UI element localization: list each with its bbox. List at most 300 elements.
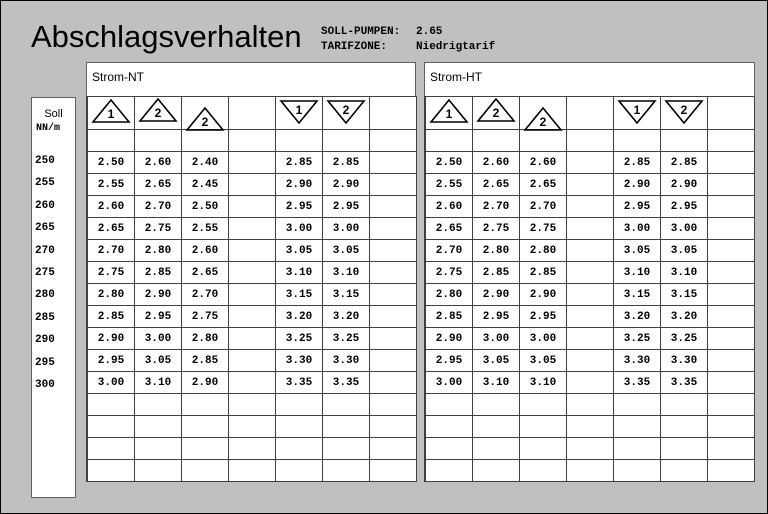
- empty-cell: [708, 350, 755, 372]
- empty-cell: [229, 328, 276, 350]
- empty-cell: [567, 152, 614, 174]
- soll-pumpen-value: 2.65: [416, 26, 443, 38]
- empty-cell: [370, 284, 417, 306]
- value-cell: 2.90: [520, 284, 567, 306]
- value-cell: 2.95: [276, 196, 323, 218]
- value-cell: 2.90: [473, 284, 520, 306]
- value-cell: 2.95: [614, 196, 661, 218]
- value-cell: 2.80: [426, 284, 473, 306]
- soll-value: 295: [35, 356, 55, 369]
- empty-cell: [567, 262, 614, 284]
- empty-cell: [135, 438, 182, 460]
- empty-cell: [370, 240, 417, 262]
- table-row: [88, 262, 417, 284]
- empty-cell: [708, 262, 755, 284]
- value-cell: 2.85: [276, 152, 323, 174]
- empty-cell: [567, 306, 614, 328]
- empty-cell: [520, 416, 567, 438]
- table-row: [426, 218, 755, 240]
- empty-cell: [135, 416, 182, 438]
- empty-cell: [323, 394, 370, 416]
- value-cell: 2.95: [661, 196, 708, 218]
- value-cell: 3.00: [661, 218, 708, 240]
- value-cell: 2.70: [473, 196, 520, 218]
- value-cell: 2.90: [661, 174, 708, 196]
- empty-cell: [661, 394, 708, 416]
- value-cell: 3.35: [276, 372, 323, 394]
- empty-cell: [708, 196, 755, 218]
- value-cell: 3.15: [661, 284, 708, 306]
- empty-cell: [370, 174, 417, 196]
- value-cell: 2.65: [182, 262, 229, 284]
- svg-text:1: 1: [633, 103, 641, 117]
- empty-cell: [567, 284, 614, 306]
- empty-cell: [708, 284, 755, 306]
- empty-cell: [708, 306, 755, 328]
- value-cell: 2.85: [473, 262, 520, 284]
- empty-cell: [370, 328, 417, 350]
- value-cell: 2.80: [520, 240, 567, 262]
- empty-cell: [229, 262, 276, 284]
- empty-cell: [370, 196, 417, 218]
- table-row: [426, 372, 755, 394]
- empty-cell: [614, 394, 661, 416]
- value-cell: 2.90: [426, 328, 473, 350]
- svg-text:1: 1: [107, 107, 115, 121]
- empty-cell: [276, 416, 323, 438]
- empty-cell: [708, 394, 755, 416]
- empty-cell: [135, 460, 182, 482]
- value-table: [87, 96, 417, 482]
- up-triangle-2-icon: [135, 97, 182, 130]
- empty-cell: [473, 394, 520, 416]
- soll-value: 270: [35, 244, 55, 257]
- empty-cell: [567, 438, 614, 460]
- empty-cell: [229, 306, 276, 328]
- value-cell: 2.90: [135, 284, 182, 306]
- empty-cell: [708, 152, 755, 174]
- empty-cell: [182, 416, 229, 438]
- empty-cell: [708, 372, 755, 394]
- empty-cell: [567, 174, 614, 196]
- empty-cell: [426, 130, 473, 152]
- icon-row: [426, 97, 755, 130]
- value-cell: 2.85: [323, 152, 370, 174]
- soll-value: 300: [35, 379, 55, 391]
- empty-cell: [370, 97, 417, 130]
- value-cell: 3.30: [661, 350, 708, 372]
- value-cell: 2.75: [520, 218, 567, 240]
- table-row: [426, 174, 755, 196]
- empty-cell: [229, 350, 276, 372]
- value-cell: 3.10: [323, 262, 370, 284]
- value-cell: 3.00: [473, 328, 520, 350]
- value-cell: 3.00: [426, 372, 473, 394]
- value-cell: 2.90: [323, 174, 370, 196]
- up-triangle-2-icon: [182, 97, 229, 130]
- empty-cell: [229, 394, 276, 416]
- soll-value: 275: [35, 267, 55, 279]
- table-row: [426, 284, 755, 306]
- table-row: [88, 196, 417, 218]
- empty-cell: [614, 438, 661, 460]
- grid-strom-nt: [86, 96, 417, 482]
- empty-cell: [426, 438, 473, 460]
- table-row: [426, 306, 755, 328]
- empty-row: [88, 438, 417, 460]
- empty-cell: [370, 218, 417, 240]
- empty-row: [88, 394, 417, 416]
- value-cell: 2.60: [182, 240, 229, 262]
- down-triangle-2-icon: [661, 97, 708, 130]
- value-cell: 3.35: [323, 372, 370, 394]
- value-cell: 2.65: [426, 218, 473, 240]
- empty-cell: [370, 350, 417, 372]
- empty-cell: [370, 372, 417, 394]
- empty-cell: [473, 130, 520, 152]
- up-triangle-2-icon: [473, 97, 520, 130]
- empty-cell: [370, 306, 417, 328]
- table-row: [88, 328, 417, 350]
- value-cell: 2.75: [473, 218, 520, 240]
- up-triangle-2-icon: [520, 97, 567, 130]
- soll-value: 290: [35, 334, 55, 347]
- table-row: [88, 152, 417, 174]
- empty-cell: [473, 416, 520, 438]
- empty-row: [426, 416, 755, 438]
- empty-cell: [182, 394, 229, 416]
- soll-column: [31, 97, 76, 498]
- empty-cell: [661, 438, 708, 460]
- value-cell: 2.80: [182, 328, 229, 350]
- empty-cell: [229, 416, 276, 438]
- empty-cell: [182, 460, 229, 482]
- empty-cell: [276, 394, 323, 416]
- empty-cell: [567, 240, 614, 262]
- value-cell: 2.70: [520, 196, 567, 218]
- svg-text:1: 1: [295, 103, 303, 117]
- empty-cell: [708, 97, 755, 130]
- value-cell: 2.55: [182, 218, 229, 240]
- empty-cell: [708, 218, 755, 240]
- empty-cell: [229, 240, 276, 262]
- value-cell: 3.15: [614, 284, 661, 306]
- value-cell: 2.50: [88, 152, 135, 174]
- empty-cell: [661, 130, 708, 152]
- value-cell: 3.05: [473, 350, 520, 372]
- svg-text:2: 2: [492, 106, 500, 120]
- value-cell: 2.85: [88, 306, 135, 328]
- page-title: Abschlagsverhalten: [31, 19, 302, 54]
- value-cell: 3.10: [661, 262, 708, 284]
- value-cell: 2.85: [661, 152, 708, 174]
- value-cell: 2.50: [182, 196, 229, 218]
- soll-value: 250: [35, 155, 55, 167]
- value-cell: 3.10: [614, 262, 661, 284]
- down-triangle-1-icon: [276, 97, 323, 130]
- empty-cell: [88, 438, 135, 460]
- section-header-strom-ht: Strom-HT: [424, 62, 755, 97]
- empty-row: [88, 416, 417, 438]
- value-cell: 2.95: [520, 306, 567, 328]
- empty-cell: [567, 328, 614, 350]
- empty-row: [426, 394, 755, 416]
- value-cell: 3.00: [135, 328, 182, 350]
- value-cell: 2.80: [135, 240, 182, 262]
- value-cell: 2.65: [520, 174, 567, 196]
- value-cell: 2.75: [182, 306, 229, 328]
- spacer-row: [426, 130, 755, 152]
- table-row: [88, 372, 417, 394]
- value-cell: 3.10: [520, 372, 567, 394]
- value-cell: 2.65: [88, 218, 135, 240]
- empty-cell: [473, 438, 520, 460]
- value-cell: 2.85: [520, 262, 567, 284]
- value-cell: 2.60: [135, 152, 182, 174]
- value-cell: 2.70: [135, 196, 182, 218]
- value-cell: 2.70: [182, 284, 229, 306]
- value-cell: 2.95: [88, 350, 135, 372]
- svg-text:1: 1: [445, 107, 453, 121]
- value-cell: 2.85: [182, 350, 229, 372]
- table-row: [88, 240, 417, 262]
- svg-text:2: 2: [342, 103, 350, 117]
- empty-cell: [370, 394, 417, 416]
- empty-cell: [370, 130, 417, 152]
- empty-cell: [182, 438, 229, 460]
- empty-cell: [567, 130, 614, 152]
- soll-unit: NN/m: [36, 123, 61, 134]
- value-cell: 3.20: [661, 306, 708, 328]
- empty-cell: [229, 460, 276, 482]
- empty-cell: [520, 460, 567, 482]
- value-cell: 3.10: [276, 262, 323, 284]
- empty-cell: [520, 394, 567, 416]
- value-cell: 3.30: [276, 350, 323, 372]
- spacer-row: [88, 130, 417, 152]
- icon-row: [88, 97, 417, 130]
- value-cell: 3.35: [661, 372, 708, 394]
- value-cell: 3.00: [323, 218, 370, 240]
- value-cell: 2.85: [614, 152, 661, 174]
- empty-cell: [323, 460, 370, 482]
- svg-text:2: 2: [680, 103, 688, 117]
- value-cell: 2.60: [88, 196, 135, 218]
- down-triangle-2-icon: [323, 97, 370, 130]
- svg-text:2: 2: [539, 115, 547, 129]
- empty-cell: [567, 416, 614, 438]
- empty-cell: [614, 416, 661, 438]
- value-cell: 3.25: [323, 328, 370, 350]
- empty-cell: [276, 130, 323, 152]
- empty-cell: [567, 460, 614, 482]
- empty-cell: [520, 438, 567, 460]
- empty-cell: [614, 460, 661, 482]
- empty-cell: [708, 460, 755, 482]
- value-cell: 3.10: [135, 372, 182, 394]
- empty-cell: [323, 438, 370, 460]
- empty-cell: [229, 372, 276, 394]
- value-cell: 2.60: [473, 152, 520, 174]
- empty-cell: [229, 152, 276, 174]
- svg-text:2: 2: [154, 106, 162, 120]
- svg-text:2: 2: [201, 115, 209, 129]
- empty-cell: [88, 416, 135, 438]
- table-row: [88, 284, 417, 306]
- value-cell: 2.65: [473, 174, 520, 196]
- empty-cell: [708, 130, 755, 152]
- value-cell: 2.95: [323, 196, 370, 218]
- tarifzone-value: Niedrigtarif: [416, 41, 496, 53]
- empty-cell: [708, 174, 755, 196]
- value-cell: 3.25: [661, 328, 708, 350]
- empty-cell: [426, 394, 473, 416]
- soll-value: 265: [35, 222, 55, 235]
- value-cell: 2.95: [135, 306, 182, 328]
- value-cell: 2.85: [135, 262, 182, 284]
- value-cell: 2.90: [614, 174, 661, 196]
- empty-cell: [88, 394, 135, 416]
- value-cell: 3.15: [276, 284, 323, 306]
- empty-cell: [567, 394, 614, 416]
- value-cell: 2.75: [426, 262, 473, 284]
- empty-cell: [229, 284, 276, 306]
- value-cell: 3.15: [323, 284, 370, 306]
- value-cell: 2.60: [520, 152, 567, 174]
- empty-cell: [426, 416, 473, 438]
- empty-cell: [426, 460, 473, 482]
- value-cell: 3.25: [276, 328, 323, 350]
- value-cell: 2.75: [88, 262, 135, 284]
- empty-cell: [323, 130, 370, 152]
- value-cell: 2.45: [182, 174, 229, 196]
- empty-row: [88, 460, 417, 482]
- value-cell: 2.80: [88, 284, 135, 306]
- value-cell: 2.60: [426, 196, 473, 218]
- value-cell: 3.30: [614, 350, 661, 372]
- value-cell: 3.20: [614, 306, 661, 328]
- empty-cell: [370, 152, 417, 174]
- value-cell: 3.05: [323, 240, 370, 262]
- value-cell: 2.90: [276, 174, 323, 196]
- empty-cell: [614, 130, 661, 152]
- value-cell: 2.85: [426, 306, 473, 328]
- empty-cell: [370, 262, 417, 284]
- value-cell: 3.05: [614, 240, 661, 262]
- soll-label: Soll: [44, 108, 63, 120]
- soll-pumpen-label: SOLL-PUMPEN:: [321, 26, 401, 38]
- value-cell: 3.05: [661, 240, 708, 262]
- value-cell: 3.35: [614, 372, 661, 394]
- tarifzone-label: TARIFZONE:: [321, 41, 388, 53]
- value-cell: 2.65: [135, 174, 182, 196]
- empty-cell: [661, 460, 708, 482]
- empty-cell: [370, 416, 417, 438]
- empty-cell: [229, 130, 276, 152]
- empty-cell: [370, 460, 417, 482]
- empty-cell: [567, 372, 614, 394]
- value-cell: 2.70: [88, 240, 135, 262]
- value-cell: 2.55: [88, 174, 135, 196]
- value-cell: 3.20: [323, 306, 370, 328]
- table-row: [88, 306, 417, 328]
- value-table: [425, 96, 755, 482]
- value-cell: 2.95: [426, 350, 473, 372]
- value-cell: 3.10: [473, 372, 520, 394]
- empty-cell: [567, 350, 614, 372]
- empty-cell: [229, 196, 276, 218]
- soll-value: 280: [35, 289, 55, 302]
- empty-cell: [229, 174, 276, 196]
- table-row: [88, 174, 417, 196]
- soll-value: 260: [35, 199, 55, 212]
- empty-cell: [708, 328, 755, 350]
- value-cell: 3.00: [276, 218, 323, 240]
- value-cell: 3.00: [88, 372, 135, 394]
- grid-strom-ht: [424, 96, 755, 482]
- value-cell: 3.20: [276, 306, 323, 328]
- empty-cell: [88, 460, 135, 482]
- table-row: [426, 328, 755, 350]
- value-cell: 2.55: [426, 174, 473, 196]
- value-cell: 2.70: [426, 240, 473, 262]
- value-cell: 3.25: [614, 328, 661, 350]
- value-cell: 3.05: [276, 240, 323, 262]
- empty-cell: [567, 196, 614, 218]
- soll-value: 285: [35, 311, 55, 324]
- soll-value: 255: [35, 177, 55, 190]
- table-row: [426, 196, 755, 218]
- down-triangle-1-icon: [614, 97, 661, 130]
- empty-row: [426, 460, 755, 482]
- value-cell: 3.05: [135, 350, 182, 372]
- section-header-strom-nt: Strom-NT: [86, 62, 416, 97]
- value-cell: 2.75: [135, 218, 182, 240]
- value-cell: 3.30: [323, 350, 370, 372]
- empty-cell: [135, 394, 182, 416]
- value-cell: 2.50: [426, 152, 473, 174]
- table-row: [88, 218, 417, 240]
- table-row: [426, 152, 755, 174]
- empty-cell: [708, 240, 755, 262]
- empty-cell: [88, 130, 135, 152]
- table-row: [426, 262, 755, 284]
- value-cell: 3.00: [614, 218, 661, 240]
- value-cell: 3.00: [520, 328, 567, 350]
- value-cell: 2.40: [182, 152, 229, 174]
- up-triangle-1-icon: [426, 97, 473, 130]
- empty-cell: [276, 460, 323, 482]
- empty-cell: [229, 438, 276, 460]
- value-cell: 2.90: [182, 372, 229, 394]
- empty-cell: [661, 416, 708, 438]
- empty-cell: [135, 130, 182, 152]
- empty-cell: [229, 97, 276, 130]
- empty-cell: [708, 438, 755, 460]
- value-cell: 2.95: [473, 306, 520, 328]
- empty-cell: [323, 416, 370, 438]
- value-cell: 2.90: [88, 328, 135, 350]
- table-row: [426, 240, 755, 262]
- empty-cell: [708, 416, 755, 438]
- up-triangle-1-icon: [88, 97, 135, 130]
- empty-cell: [567, 97, 614, 130]
- empty-cell: [473, 460, 520, 482]
- empty-row: [426, 438, 755, 460]
- value-cell: 2.80: [473, 240, 520, 262]
- table-row: [88, 350, 417, 372]
- empty-cell: [567, 218, 614, 240]
